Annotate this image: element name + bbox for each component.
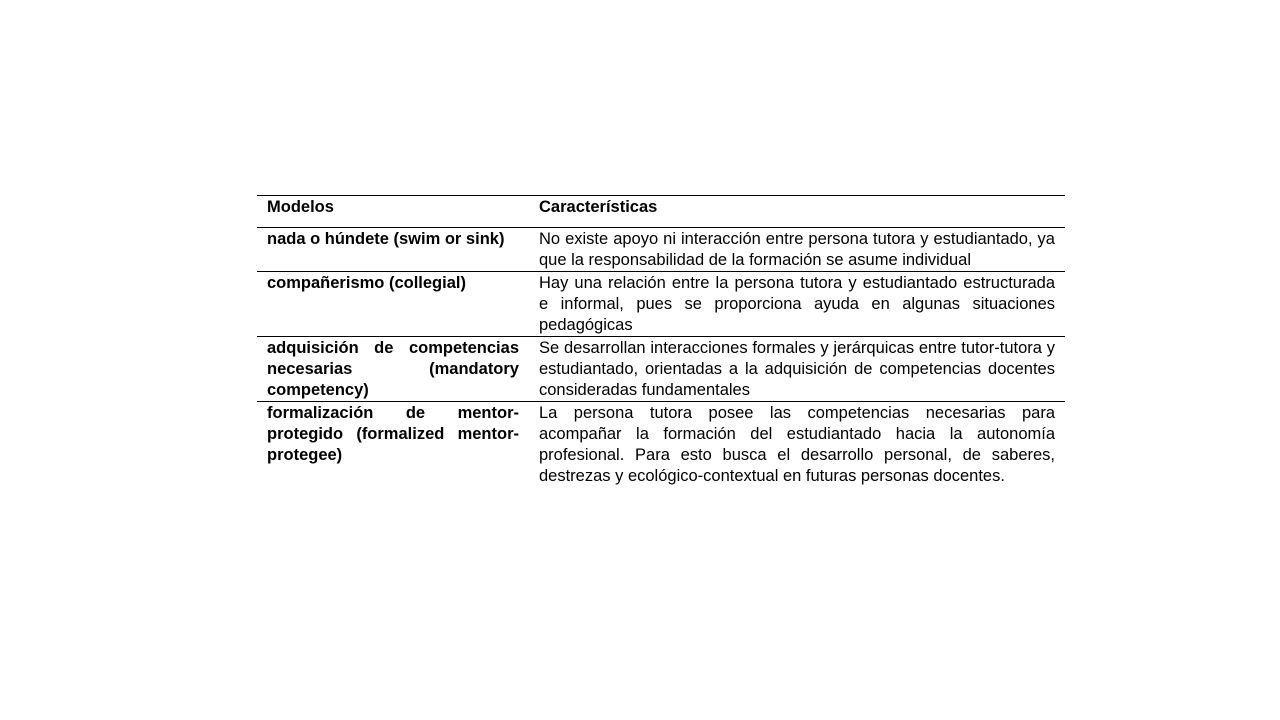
header-characteristics: Características <box>539 198 658 216</box>
characteristics-cell: La persona tutora posee las competencias necesarias para acompañar la formación del estudiantado hacia la autonomía profesional. Para esto busca el desarrollo personal, de saberes, destrezas y ecológico-contextual en futuras personas docentes. <box>539 404 1055 485</box>
model-name-cell: adquisición de competencias necesarias (mandatory competency) <box>267 339 519 399</box>
model-name-cell: formalización de mentor-protegido (formalized mentor-protegee) <box>267 404 519 464</box>
header-models: Modelos <box>267 198 334 216</box>
table-header-row <box>257 196 1065 228</box>
table-row <box>257 402 1065 488</box>
model-name-cell: nada o húndete (swim or sink) <box>267 230 505 248</box>
table-row <box>257 337 1065 402</box>
models-table <box>257 195 1065 487</box>
characteristics-cell: Se desarrollan interacciones formales y jerárquicas entre tutor-tutora y estudiantado, orientadas a la adquisición de competencias docentes consideradas fundamentales <box>539 339 1055 399</box>
characteristics-cell: No existe apoyo ni interacción entre persona tutora y estudiantado, ya que la responsabilidad de la formación se asume individual <box>539 230 1055 269</box>
model-name-cell: compañerismo (collegial) <box>267 274 466 292</box>
table-row <box>257 228 1065 272</box>
characteristics-cell: Hay una relación entre la persona tutora y estudiantado estructurada e informal, pues se proporciona ayuda en algunas situaciones pedagógicas <box>539 274 1055 334</box>
table-row <box>257 272 1065 337</box>
